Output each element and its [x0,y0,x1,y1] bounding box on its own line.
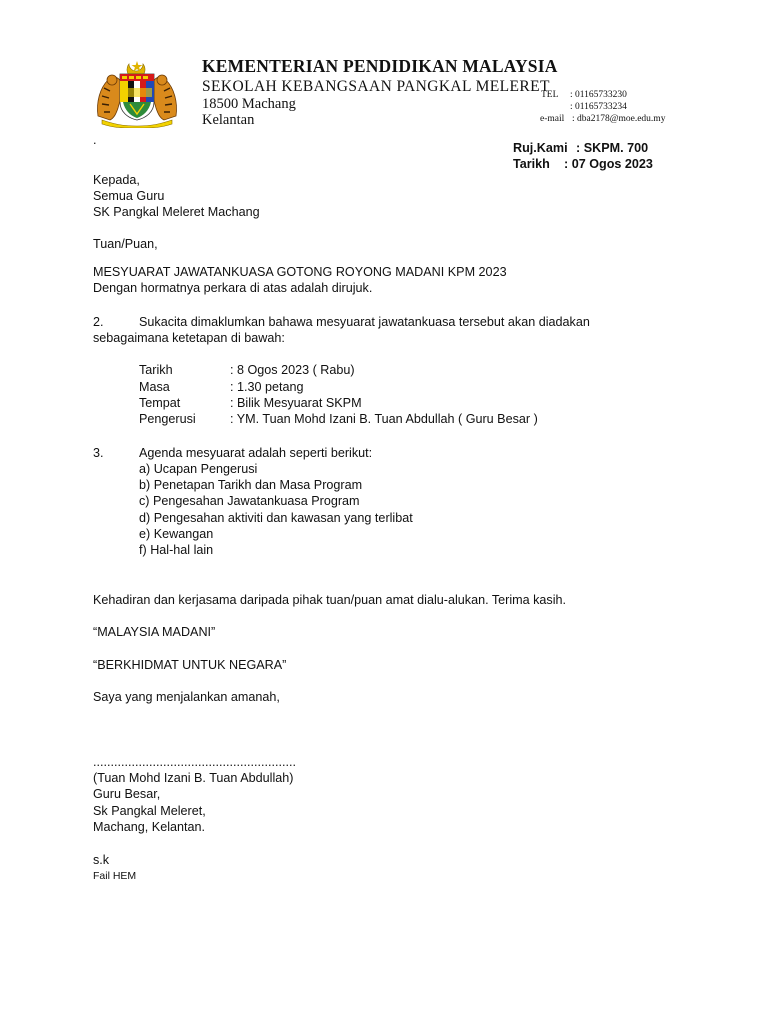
agenda-item: e) Kewangan [139,527,214,541]
agenda-item: d) Pengesahan aktiviti dan kawasan yang terlibat [139,511,413,525]
agenda-item: f) Hal-hal lain [139,543,214,557]
agenda-item: a) Ucapan Pengerusi [139,462,258,476]
para3-number: 3. [93,446,104,460]
tel-label: TEL [541,90,559,100]
ref-label: Ruj.Kami [513,141,568,155]
detail-label: Pengerusi [139,412,196,426]
signature-line: .......................................................... [93,755,296,769]
recipient-line: Kepada, [93,173,140,187]
tel-number-1: : 01165733230 [570,90,627,100]
salutation: Tuan/Puan, [93,237,158,251]
detail-label: Tempat [139,396,181,410]
agenda-item: c) Pengesahan Jawatankuasa Program [139,494,360,508]
signatory-title: Guru Besar, [93,787,161,801]
sign-intro: Saya yang menjalankan amanah, [93,690,280,704]
detail-value: : 1.30 petang [230,380,304,394]
ref-value: : SKPM. 700 [576,141,649,155]
motto-malaysia-madani: “MALAYSIA MADANI” [93,625,216,639]
signatory-name: (Tuan Mohd Izani B. Tuan Abdullah) [93,771,294,785]
recipient-line: SK Pangkal Meleret Machang [93,205,260,219]
agenda-intro: Agenda mesyuarat adalah seperti berikut: [139,446,373,460]
detail-value: : 8 Ogos 2023 ( Rabu) [230,363,355,377]
detail-value: : YM. Tuan Mohd Izani B. Tuan Abdullah ( Guru Besar ) [230,412,538,426]
para2-line2: sebagaimana ketetapan di bawah: [93,331,285,345]
para2-number: 2. [93,315,104,329]
signatory-place: Machang, Kelantan. [93,820,206,834]
signatory-school: Sk Pangkal Meleret, [93,804,206,818]
agenda-item: b) Penetapan Tarikh dan Masa Program [139,478,363,492]
date-value: : 07 Ogos 2023 [564,157,653,171]
recipient-line: Semua Guru [93,189,165,203]
subject-intro: Dengan hormatnya perkara di atas adalah dirujuk. [93,281,373,295]
file-reference: Fail HEM [93,870,137,882]
para2-line1: Sukacita dimaklumkan bahawa mesyuarat jawatankuasa tersebut akan diadakan [139,315,590,329]
closing-sentence: Kehadiran dan kerjasama daripada pihak tuan/puan amat dialu-alukan. Terima kasih. [93,593,567,607]
detail-value: : Bilik Mesyuarat SKPM [230,396,362,410]
coat-of-arms-icon [92,58,182,128]
tel-number-2: : 01165733234 [570,102,627,112]
email-label: e-mail [540,114,565,124]
school-name: SEKOLAH KEBANGSAAN PANGKAL MELERET [202,78,550,95]
cc-label: s.k [93,853,110,867]
email-address: : dba2178@moe.edu.my [572,114,666,124]
state-name: Kelantan [202,112,255,128]
stray-dot: . [93,133,97,147]
motto-berkhidmat: “BERKHIDMAT UNTUK NEGARA” [93,658,287,672]
postcode-city: 18500 Machang [202,96,296,112]
subject-heading: MESYUARAT JAWATANKUASA GOTONG ROYONG MADANI KPM 2023 [93,265,507,279]
date-label: Tarikh [513,157,550,171]
ministry-heading: KEMENTERIAN PENDIDIKAN MALAYSIA [202,56,558,76]
detail-label: Masa [139,380,170,394]
detail-label: Tarikh [139,363,173,377]
